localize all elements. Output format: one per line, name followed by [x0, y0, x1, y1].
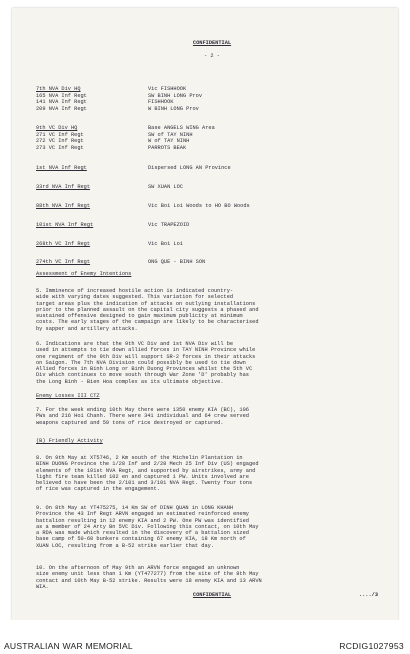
text-line: BINH DUONG Province the 1/28 Inf and 2/28 Mech 25 Inf Div (US) engaged	[36, 461, 259, 468]
text-line: elements of the 101st NVA Regt, and supported by airstrikes, army and	[36, 467, 256, 474]
text-line: a RDA was made which resulted in the discovery of a battalion sized	[36, 530, 249, 537]
unit-location: Vic Boi Loi Woods to HO BO Woods	[148, 203, 250, 209]
paragraph-5	[36, 288, 388, 332]
unit-location: Base ANGELS WING Area	[148, 125, 215, 131]
text-line: sustained offensive designed to gain maximum publicity at minimum	[36, 313, 243, 320]
paragraph-9	[36, 505, 388, 549]
text-line: believed to have been the 2/101 and 3/101 NVA Regt. Twenty four tons	[36, 480, 253, 487]
unit-location: Dispersed LONG AN Province	[148, 165, 231, 171]
text-line: by sapper and artillery attacks.	[36, 325, 138, 332]
text-line: wide with varying dates suggested. This variation for selected	[36, 294, 234, 301]
text-line: Allied forces in Binh Long or Binh Duong Provinces whilst the 5th VC	[36, 366, 253, 373]
text-line: 5. Imminence of increased hostile action is indicated country-	[36, 288, 234, 294]
paragraph-6	[36, 341, 388, 385]
unit-location: W BINH LONG Prov	[148, 105, 199, 112]
text-line: Div which continues to move south through War Zone 'D' probably has	[36, 372, 249, 379]
text-line: size enemy unit less than 1 Km (YT477277) from the site of the 8th May	[36, 571, 259, 578]
text-line: base camp of 50-60 bunkers containing 67 enemy KIA, 18 Km north of	[36, 536, 246, 543]
paragraph-10	[36, 565, 388, 590]
unit-name: 274th VC Inf Regt	[36, 259, 91, 265]
text-line: XUAN LOC, resulting from a B-52 strike earlier that day.	[36, 542, 215, 549]
unit-name: 1st NVA Inf Regt	[36, 165, 87, 171]
unit-name: 88th NVA Inf Regt	[36, 203, 91, 209]
text-line: as a member of 24 Arty Bn 5VC Div. Following this contact, on 10th May	[36, 523, 259, 530]
text-line: weapons captured and 59 tons of rice destroyed or captured.	[36, 419, 224, 426]
paragraph-8	[36, 455, 388, 493]
text-line: one regiment of the 9th Div will support SR-2 forces in their attacks	[36, 353, 256, 360]
archive-source: AUSTRALIAN WAR MEMORIAL	[4, 641, 133, 651]
classification-top: CONFIDENTIAL	[192, 40, 232, 46]
unit-location: SW XUAN LOC	[148, 184, 183, 190]
text-line: prior to the planned assault on the capital city suggests a phased and	[36, 306, 259, 313]
unit-name: 273 VC Inf Regt	[36, 144, 84, 151]
classification-bottom: CONFIDENTIAL	[192, 592, 232, 598]
section-heading-assessment: Assessment of Enemy Intentions	[36, 271, 132, 277]
unit-name: 165 NVA Inf Regt	[36, 92, 87, 99]
text-line: the Long Binh - Bien Hoa complex as its ultimate objective.	[36, 378, 224, 385]
text-line: costs. The early stages of the campaign are likely to be characterised	[36, 319, 259, 326]
continuation-marker: ..../3	[358, 592, 378, 598]
text-line: 7. For the week ending 10th May there were 1350 enemy KIA (BC), 106	[36, 407, 249, 413]
unit-location: SW BINH LONG Prov	[148, 92, 203, 99]
text-line: target areas plus the indication of attacks on outlying installations	[36, 300, 256, 307]
unit-location: W of TAY NINH	[148, 138, 190, 144]
section-heading-friendly: (B) Friendly Activity	[36, 438, 103, 444]
text-line: of rice was captured in the engagement.	[36, 486, 160, 493]
catalogue-number: RCDIG1027953	[339, 641, 404, 651]
text-line: 8. On 9th May at XT5746, 2 Km south of the Michelin Plantation in	[36, 455, 243, 461]
unit-location: ONG QUE - BINH SON	[148, 259, 206, 265]
document-page	[12, 8, 398, 620]
section-heading-losses: Enemy Losses III CTZ	[36, 393, 100, 399]
unit-name: 268th VC Inf Regt	[36, 241, 91, 247]
text-line: WIA.	[36, 583, 49, 590]
unit-location: Vic Boi Loi	[148, 241, 183, 247]
text-line: 6. Indications are that the 9th VC Div and 1st NVA Div will be	[36, 341, 234, 347]
unit-name: 101st NVA Inf Regt	[36, 222, 94, 228]
unit-name: 9th VC Div HQ	[36, 125, 78, 131]
text-line: battalion resulting in 12 enemy KIA and 2 PW. One PW was identified	[36, 517, 249, 524]
archive-footer	[0, 620, 410, 654]
unit-name: 141 NVA Inf Regt	[36, 99, 87, 105]
unit-name: 209 NVA Inf Regt	[36, 105, 87, 112]
unit-location: PARROTS BEAK	[148, 144, 187, 151]
text-line: contact and 10th May B-52 strike. Results were 18 enemy KIA and 13 ARVN	[36, 577, 262, 584]
text-line: light fire team killed 102 en and captured 1 PW. Units involved are	[36, 473, 249, 480]
unit-location: FISHHOOK	[148, 99, 174, 105]
text-line: PWs and 216 Hoi Chanh. There were 341 individual and 64 crew served	[36, 413, 249, 420]
unit-location: Vic TRAPEZOID	[148, 222, 190, 228]
unit-name: 271 VC Inf Regt	[36, 131, 84, 138]
text-line: Province the 43 Inf Regt ARVN engaged an estimated reinforced enemy	[36, 511, 249, 518]
unit-name: 7th NVA Div HQ	[36, 86, 81, 92]
paragraph-7	[36, 407, 388, 426]
text-line: used in attempts to tie down allied forces in TAY NINH Province while	[36, 347, 256, 354]
unit-name: 33rd NVA Inf Regt	[36, 184, 91, 190]
page-marker: - 2 -	[204, 53, 220, 59]
unit-location: SW of TAY NINH	[148, 131, 193, 138]
text-line: on Saigon. The 7th NVA Division could possibly be used to tie down	[36, 359, 246, 366]
unit-name: 272 VC Inf Regt	[36, 138, 84, 144]
text-line: 9. On 8th May at YT475275, 14 Km SW of DINH QUAN in LONG KHANH	[36, 505, 234, 511]
text-line: 10. On the afternoon of May 9th an ARVN force engaged an unknown	[36, 565, 240, 571]
unit-location: Vic FISHHOOK	[148, 86, 187, 92]
